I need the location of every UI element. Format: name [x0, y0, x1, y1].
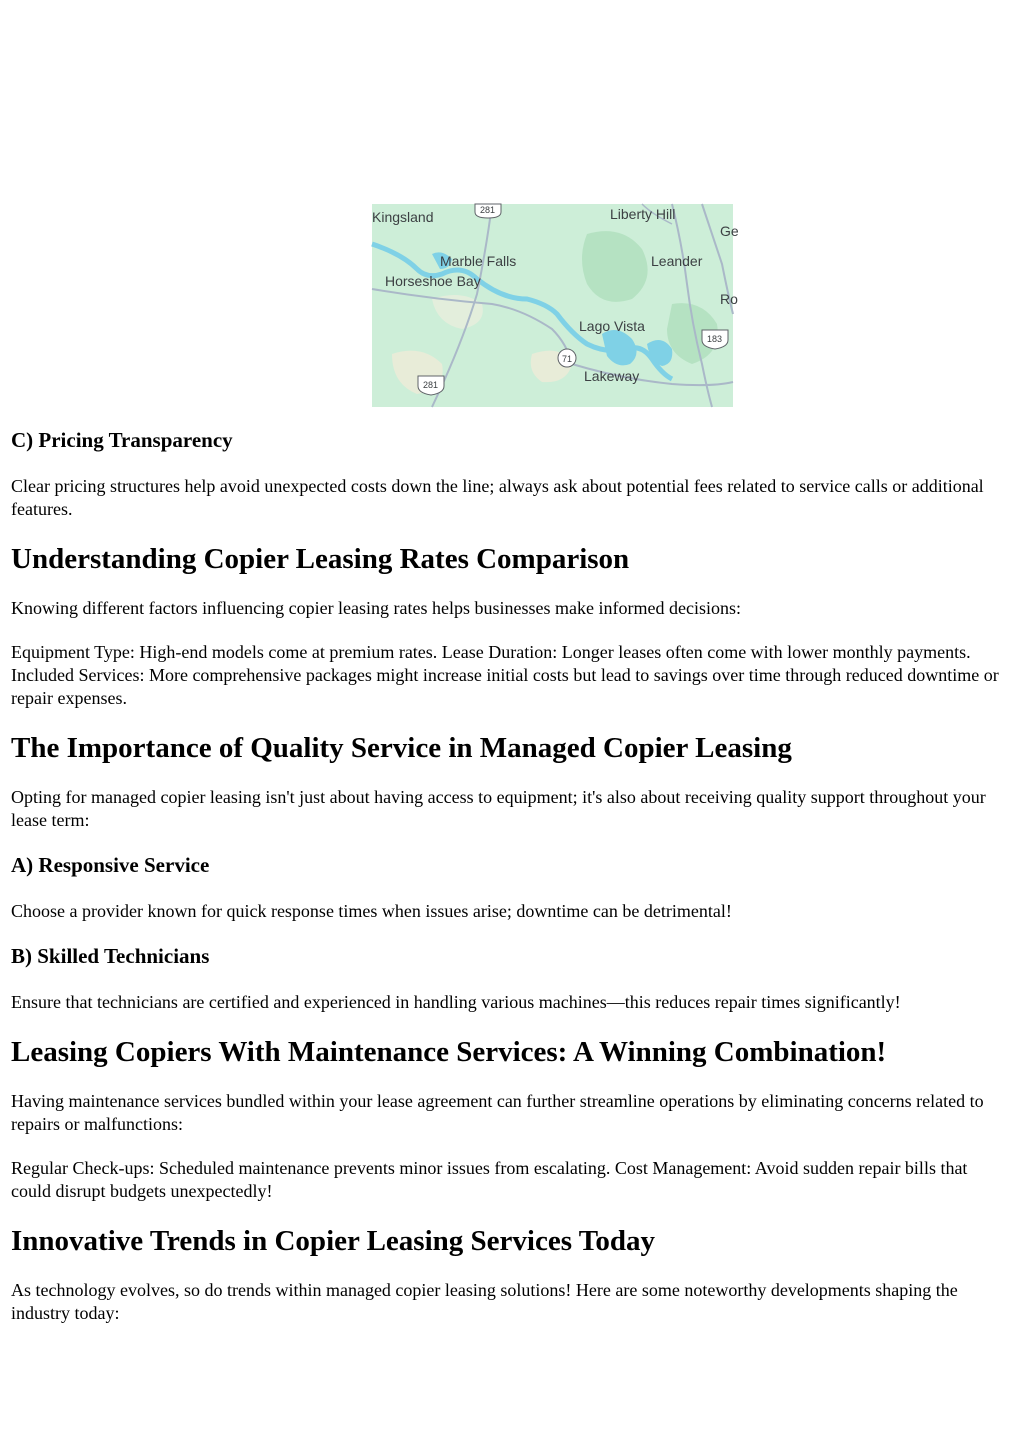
route-shield-71 — [558, 349, 576, 367]
map-label-horseshoe-bay: Horseshoe Bay — [385, 273, 481, 289]
route-shield-281-bottom — [418, 376, 444, 395]
maintenance-services-intro: Having maintenance services bundled within your lease agreement can further streamline operations by eliminating concerns related to repairs or malfunctions: — [11, 1090, 984, 1134]
route-shield-281-top — [475, 204, 501, 218]
map-label-ro: Ro — [720, 291, 738, 307]
responsive-service-heading: A) Responsive Service — [11, 852, 210, 877]
skilled-technicians-heading: B) Skilled Technicians — [11, 943, 210, 968]
leasing-rates-heading: Understanding Copier Leasing Rates Comparison — [11, 543, 630, 576]
svg-text:183: 183 — [707, 334, 723, 344]
pricing-transparency-paragraph: Clear pricing structures help avoid unexpected costs down the line; always ask about potential fees related to service calls or additional features. — [11, 476, 984, 520]
pricing-transparency-heading: C) Pricing Transparency — [11, 428, 233, 452]
svg-text:281: 281 — [423, 380, 439, 390]
quality-service-heading: The Importance of Quality Service in Managed Copier Leasing — [11, 731, 792, 764]
map-label-leander: Leander — [651, 253, 703, 269]
leasing-rates-detail: Equipment Type: High-end models come at premium rates. Lease Duration: Longer leases often come with lower monthly payments. Included Services: More comprehensive packages might increase initial costs but lead to savings over time through reduced downtime or repair expenses. — [11, 641, 999, 708]
map-label-ge: Ge — [720, 223, 739, 239]
map-label-marble-falls: Marble Falls — [440, 253, 517, 269]
svg-text:71: 71 — [562, 354, 573, 364]
innovative-trends-intro: As technology evolves, so do trends within managed copier leasing solutions! Here are some noteworthy developments shaping the industry today: — [11, 1279, 958, 1323]
innovative-trends-heading: Innovative Trends in Copier Leasing Services Today — [11, 1224, 656, 1257]
maintenance-services-heading: Leasing Copiers With Maintenance Services: A Winning Combination! — [11, 1036, 887, 1069]
route-shield-183 — [702, 330, 728, 349]
quality-service-intro: Opting for managed copier leasing isn't just about having access to equipment; it's also about receiving quality support throughout your lease term: — [11, 786, 986, 830]
maintenance-services-detail: Regular Check-ups: Scheduled maintenance prevents minor issues from escalating. Cost Management: Avoid sudden repair bills that could disrupt budgets unexpectedly! — [11, 1157, 968, 1201]
map-label-lago-vista: Lago Vista — [579, 318, 645, 334]
article-content — [11, 428, 1001, 1346]
svg-text:281: 281 — [480, 205, 496, 215]
map-label-kingsland: Kingsland — [372, 209, 434, 225]
map-label-lakeway: Lakeway — [584, 368, 640, 384]
responsive-service-paragraph: Choose a provider known for quick response times when issues arise; downtime can be detrimental! — [11, 900, 732, 921]
leasing-rates-intro: Knowing different factors influencing copier leasing rates helps businesses make informed decisions: — [11, 597, 741, 618]
map-label-liberty-hill: Liberty Hill — [610, 206, 676, 222]
skilled-technicians-paragraph: Ensure that technicians are certified and experienced in handling various machines—this reduces repair times significantly! — [11, 992, 901, 1013]
location-map[interactable] — [372, 204, 739, 407]
